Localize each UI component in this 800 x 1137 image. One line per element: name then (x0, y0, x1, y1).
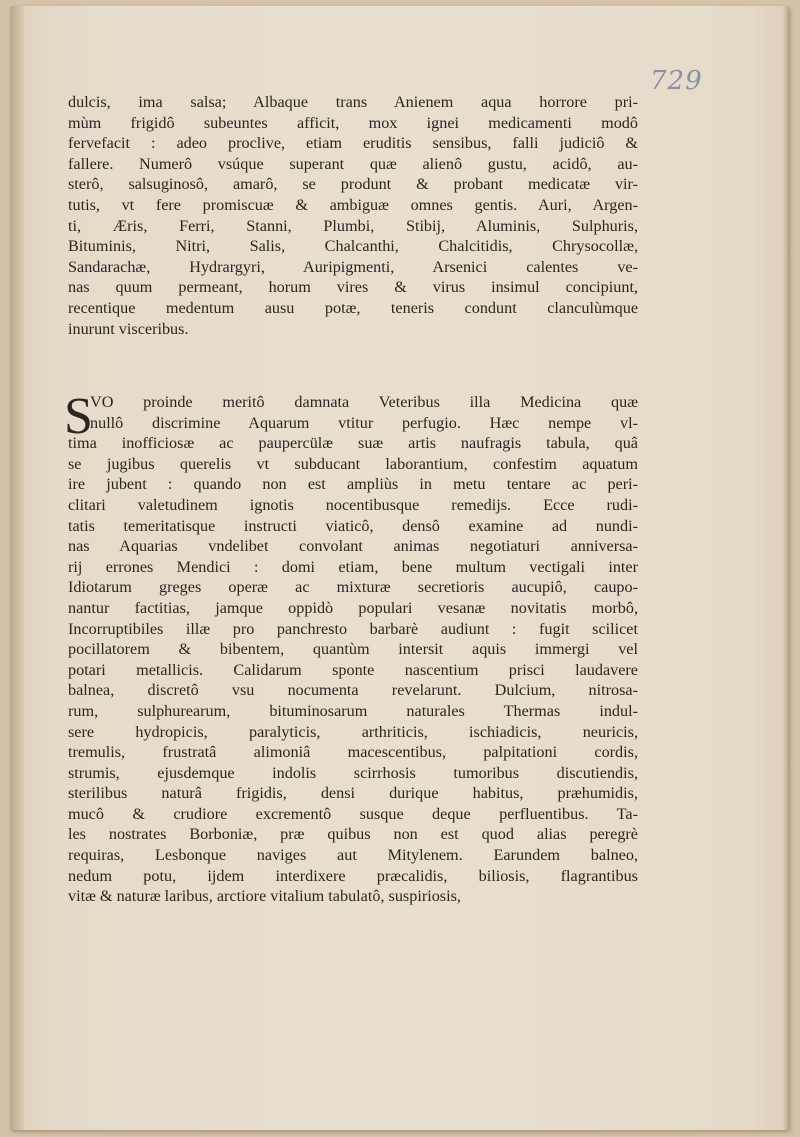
drop-cap: S (64, 388, 93, 445)
page-edge (782, 6, 788, 1130)
text-line: rij errones Mendici : domi etiam, bene multum vectigali inter (68, 557, 638, 576)
text-line: fervefacit : adeo proclive, etiam eruditis sensibus, falli judiciô & (68, 134, 638, 153)
text-line: Bituminis, Nitri, Salis, Chalcanthi, Chalcitidis, Chrysocollæ, (68, 237, 638, 256)
text-line: tima inofficiosæ ac paupercülæ suæ artis naufragis tabula, quâ (68, 434, 638, 453)
text-line: inurunt visceribus. (68, 319, 189, 338)
text-line: nas quum permeant, horum vires & virus insimul concipiunt, (68, 278, 638, 297)
text-line: mùm frigidô subeuntes afficit, mox ignei medicamenti modô (68, 113, 638, 132)
page-gutter (10, 6, 24, 1130)
text-line: Idiotarum greges operæ ac mixturæ secretioris aucupiô, caupo- (68, 578, 638, 597)
text-line: dulcis, ima salsa; Albaque trans Anienem aqua horrore pri- (68, 93, 638, 111)
text-line: VO proinde meritô damnata Veteribus illa Medicina quæ (90, 393, 638, 411)
text-line: sterilibus naturâ frigidis, densi durique habitus, præhumidis, (68, 784, 638, 803)
text-line: requiras, Lesbonque naviges aut Mitylenem. Earundem balneo, (68, 846, 638, 865)
text-line: strumis, ejusdemque indolis scirrhosis tumoribus discutiendis, (68, 763, 638, 782)
text-line: nedum potu, ijdem interdixere præcalidis, biliosis, flagrantibus (68, 866, 638, 885)
paragraph-1 (68, 92, 638, 339)
book-page (10, 6, 788, 1130)
text-line: mucô & crudiore excrementô susque deque perfluentibus. Ta- (68, 804, 638, 823)
text-line: rum, sulphurearum, bituminosarum naturales Thermas indul- (68, 701, 638, 720)
text-line: sterô, salsuginosô, amarô, se produnt & probant medicatæ vir- (68, 175, 638, 194)
text-line: tatis temeritatisque instructi viaticô, densô examine ad nundi- (68, 516, 638, 535)
text-line: vitæ & naturæ laribus, arctiore vitalium tabulatô, suspiriosis, (68, 887, 461, 906)
text-line: se jugibus querelis vt subducant laborantium, confestim aquatum (68, 454, 638, 473)
text-line: balnea, discretô vsu nocumenta revelarunt. Dulcium, nitrosa- (68, 681, 638, 700)
text-line: ti, Æris, Ferri, Stanni, Plumbi, Stibij, Aluminis, Sulphuris, (68, 216, 638, 235)
text-line: Incorruptibiles illæ pro panchresto barbarè audiunt : fugit scilicet (68, 619, 638, 638)
text-line: nantur factitias, jamque oppidò populari vesanæ novitatis morbô, (68, 598, 638, 617)
text-line: nullô discrimine Aquarum vtitur perfugio. Hæc nempe vl- (90, 413, 638, 432)
text-line: nas Aquarias vndelibet convolant animas negotiaturi anniversa- (68, 537, 638, 556)
text-line: les nostrates Borboniæ, præ quibus non est quod alias peregrè (68, 825, 638, 844)
page-number: 729 (650, 66, 703, 96)
text-line: tutis, vt fere promiscuæ & ambiguæ omnes gentis. Auri, Argen- (68, 195, 638, 214)
text-line: sere hydropicis, paralyticis, arthriticis, ischiadicis, neuricis, (68, 722, 638, 741)
text-line: ire jubent : quando non est ampliùs in metu tentare ac peri- (68, 475, 638, 494)
text-line: recentique medentum ausu potæ, teneris condunt clanculùmque (68, 298, 638, 317)
text-line: pocillatorem & bibentem, quantùm intersit aquis immergi vel (68, 640, 638, 659)
text-line: Sandarachæ, Hydrargyri, Auripigmenti, Arsenici calentes ve- (68, 257, 638, 276)
text-line: fallere. Numerô vsúque superant quæ alienô gustu, acidô, au- (68, 154, 638, 173)
text-line: potari metallicis. Calidarum sponte nascentium prisci laudavere (68, 660, 638, 679)
text-line: clitari valetudinem ignotis nocentibusque remedijs. Ecce rudi- (68, 495, 638, 514)
text-line: tremulis, frustratâ alimoniâ macescentibus, palpitationi cordis, (68, 743, 638, 762)
paragraph-2 (64, 388, 638, 907)
